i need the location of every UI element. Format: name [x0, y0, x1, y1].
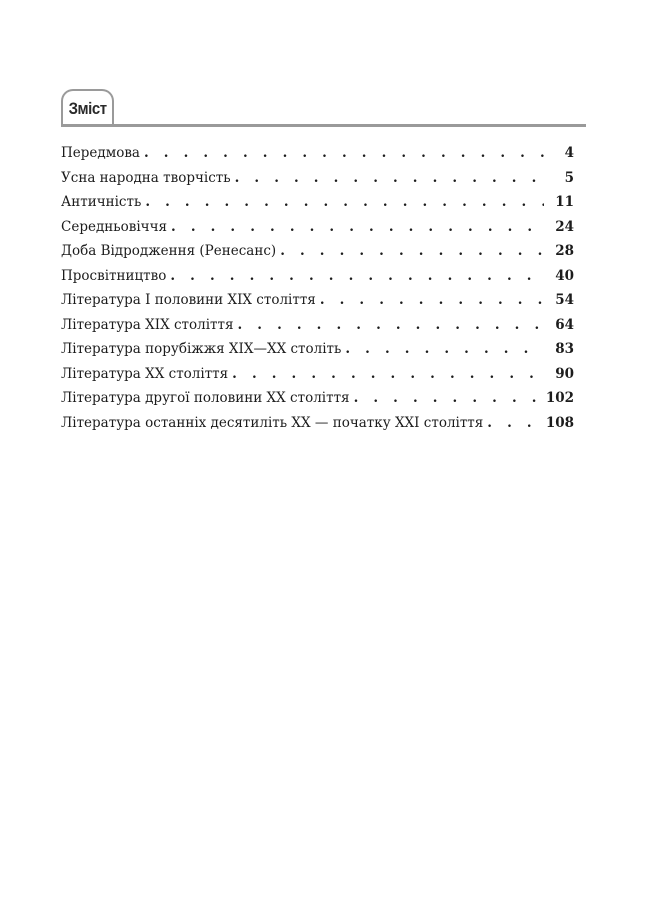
toc-entry-turn-of-century[interactable] [61, 337, 574, 362]
dot-leader [320, 288, 544, 313]
toc-entry-title: Література XIX століття [61, 316, 234, 333]
dot-leader [237, 313, 544, 338]
dot-leader [487, 411, 542, 436]
toc-entry-page: 40 [555, 267, 574, 284]
toc-entry-title: Література другої половини XX століття [61, 390, 350, 406]
toc-entry-page: 24 [555, 218, 574, 235]
toc-entry-title: Література XX століття [61, 365, 229, 382]
toc-entry-page: 4 [564, 145, 574, 161]
toc-entry-page: 5 [564, 169, 574, 186]
toc-entry-title: Античність [61, 194, 142, 210]
toc-entry-late-20th-century[interactable] [61, 386, 574, 411]
toc-entry-title: Література І половини XIX століття [61, 292, 316, 308]
dot-leader [232, 362, 544, 387]
toc-entry-page: 83 [555, 341, 574, 357]
toc-entry-page: 11 [555, 194, 574, 210]
toc-entry-page: 28 [555, 243, 574, 259]
toc-entry-page: 54 [555, 292, 574, 308]
toc-entry-page: 64 [555, 316, 574, 333]
dot-leader [171, 215, 544, 240]
toc-entry-middle-ages[interactable] [61, 215, 574, 240]
toc-entry-19th-century[interactable] [61, 313, 574, 338]
toc-entry-page: 108 [545, 414, 574, 431]
toc-entry-renaissance[interactable] [61, 239, 574, 264]
page-title: Зміст [68, 99, 107, 118]
toc-entry-title: Література порубіжжя XIX—XX століть [61, 341, 342, 357]
header-divider [61, 124, 586, 127]
toc-entry-title: Просвітництво [61, 267, 167, 284]
toc-entry-title: Усна народна творчість [61, 169, 231, 186]
toc-entry-early-19th-century[interactable] [61, 288, 574, 313]
toc-entry-page: 90 [555, 365, 574, 382]
toc-entry-title: Середньовіччя [61, 218, 168, 235]
dot-leader [170, 264, 544, 289]
dot-leader [345, 337, 544, 362]
toc-entry-antiquity[interactable] [61, 190, 574, 215]
toc-entry-page: 102 [545, 390, 574, 406]
toc-entry-title: Передмова [61, 145, 140, 161]
dot-leader [235, 166, 544, 191]
toc-entry-enlightenment[interactable] [61, 264, 574, 289]
toc-entry-folklore[interactable] [61, 166, 574, 191]
toc-entry-title: Література останніх десятиліть XX — початку XXI століття [61, 414, 484, 431]
table-of-contents [61, 141, 574, 435]
dot-leader [144, 141, 544, 166]
contents-tab [61, 89, 114, 125]
toc-entry-preface[interactable] [61, 141, 574, 166]
dot-leader [145, 190, 544, 215]
toc-entry-20th-century[interactable] [61, 362, 574, 387]
dot-leader [280, 239, 544, 264]
contents-header [61, 89, 586, 129]
toc-entry-title: Доба Відродження (Ренесанс) [61, 243, 277, 259]
toc-entry-contemporary[interactable] [61, 411, 574, 436]
dot-leader [354, 386, 542, 411]
